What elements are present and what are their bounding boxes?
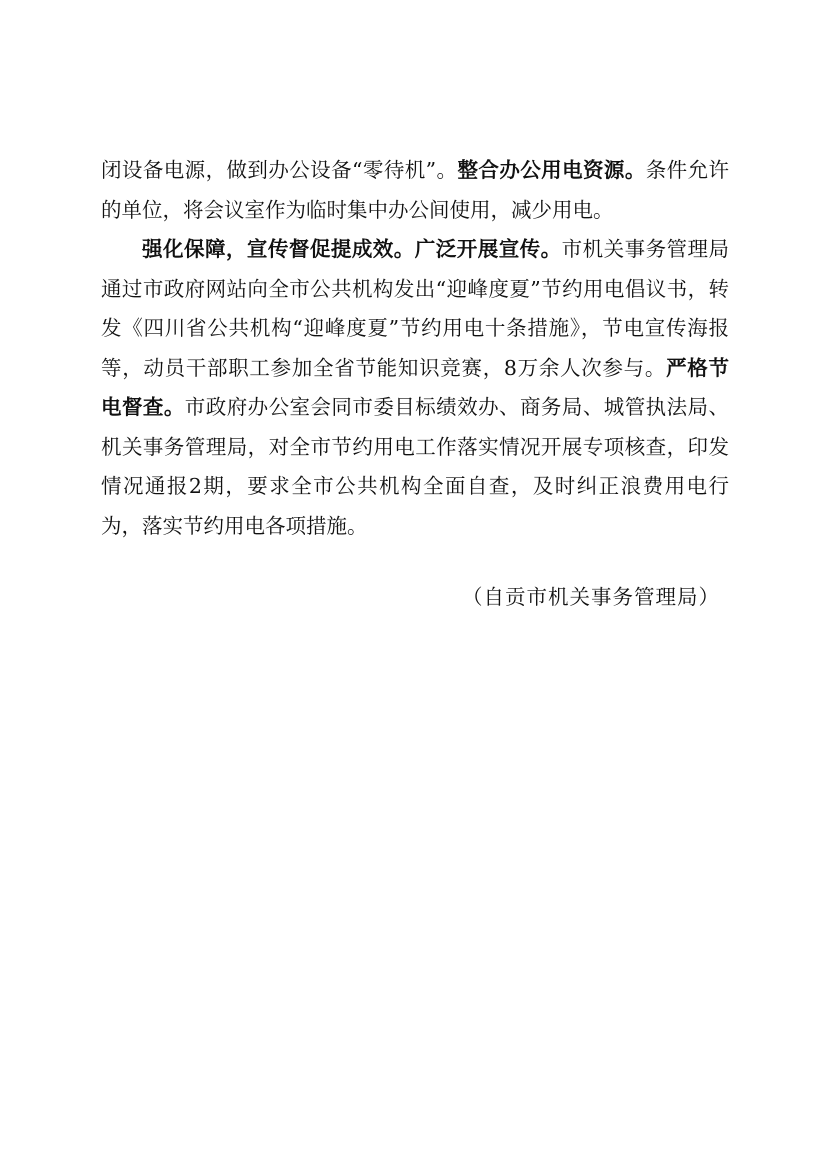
bold-heading-publicity: 广泛开展宣传。 xyxy=(414,237,562,261)
paragraph-text: 条件允许的单位，将会议室作为临时集中办公间使用，减少用电。 xyxy=(101,158,730,222)
paragraph-energy-saving-measures xyxy=(101,151,729,230)
bold-heading-strengthen-guarantee: 强化保障，宣传督促提成效。 xyxy=(142,237,415,261)
paragraph-publicity-supervision xyxy=(101,230,729,546)
paragraph-text: 市机关事务管理局通过市政府网站向全市公共机构发出“迎峰度夏”节约用电倡议书，转发《四川省公共机构“迎峰度夏”节约用电十条措施》，节电宣传海报等，动员干部职工参加全省节能知识竞赛，8万余人次参与。 xyxy=(101,237,730,380)
signature-line: （自贡市机关事务管理局） xyxy=(462,585,720,609)
bold-heading-inspection: 严格节电督查。 xyxy=(101,355,730,419)
bold-heading-integrate-power: 整合办公用电资源。 xyxy=(457,158,646,182)
paragraph-text: 闭设备电源，做到办公设备“零待机”。 xyxy=(101,158,458,182)
document-body xyxy=(101,151,729,546)
paragraph-text: 市政府办公室会同市委目标绩效办、商务局、城管执法局、机关事务管理局，对全市节约用电工作落实情况开展专项核查，印发情况通报2期，要求全市公共机构全面自查，及时纠正浪费用电行为，落实节约用电各项措施。 xyxy=(101,395,730,538)
